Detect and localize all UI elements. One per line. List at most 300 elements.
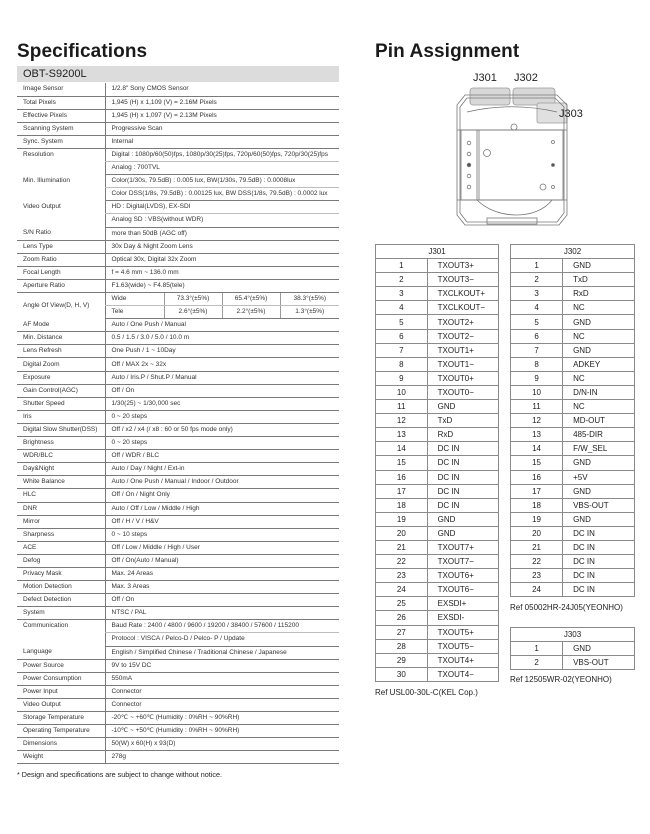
spec-label: Operating Temperature	[17, 725, 105, 738]
spec-label: Communication	[23, 622, 69, 630]
pin-row	[376, 259, 499, 273]
pin-signal: DC IN	[563, 526, 635, 540]
pin-signal: TXOUT3−	[427, 273, 498, 287]
pin-signal: DC IN	[563, 540, 635, 554]
j302-pin-table	[510, 244, 635, 597]
spec-value: f = 4.6 mm ~ 136.0 mm	[105, 266, 339, 279]
pin-signal: TXOUT7+	[427, 540, 498, 554]
pin-row	[376, 414, 499, 428]
spec-value: HD : Digital(LVDS), EX-SDI	[105, 201, 339, 214]
spec-row	[17, 358, 339, 371]
spec-row	[17, 476, 339, 489]
pin-number: 1	[511, 259, 563, 273]
pin-row	[511, 371, 635, 385]
pin-number: 6	[511, 329, 563, 343]
spec-label: Defect Detection	[17, 594, 105, 607]
pin-row	[511, 583, 635, 597]
spec-row	[17, 659, 339, 672]
pin-number: 4	[376, 301, 428, 315]
spec-label: Zoom Ratio	[17, 253, 105, 266]
spec-value: Color DSS(1/8s, 79.5dB) : 0.00125 lux, BW DSS(1/8s, 79.5dB) : 0.0002 lux	[105, 188, 339, 201]
spec-value: 0.5 / 1.5 / 3.0 / 5.0 / 10.0 m	[105, 332, 339, 345]
disclaimer-note: * Design and specifications are subject to change without notice.	[17, 770, 222, 780]
pin-signal: TXOUT0+	[427, 371, 498, 385]
spec-row	[17, 279, 339, 292]
pin-number: 14	[376, 442, 428, 456]
pin-number: 2	[376, 273, 428, 287]
pin-signal: GND	[563, 315, 635, 329]
aov-h: 65.4°(±5%)	[222, 293, 280, 306]
pin-number: 7	[376, 343, 428, 357]
spec-label: ACE	[17, 541, 105, 554]
pin-row	[376, 400, 499, 414]
pin-signal: RxD	[427, 428, 498, 442]
pin-row	[511, 569, 635, 583]
spec-row	[17, 240, 339, 253]
pin-row	[376, 653, 499, 667]
j303-reference: Ref 12505WR-02(YEONHO)	[510, 675, 612, 684]
spec-label: Sync. System	[17, 135, 105, 148]
pin-signal: GND	[427, 400, 498, 414]
spec-label: Shutter Speed	[17, 397, 105, 410]
pin-row	[511, 442, 635, 456]
pin-signal: TXOUT1−	[427, 357, 498, 371]
spec-value: Internal	[105, 135, 339, 148]
pin-signal: TXOUT1+	[427, 343, 498, 357]
spec-row	[17, 423, 339, 436]
pin-number: 18	[376, 498, 428, 512]
spec-value: Baud Rate : 2400 / 4800 / 9600 / 19200 / 38400 / 57600 / 115200	[105, 620, 339, 633]
pin-signal: DC IN	[427, 484, 498, 498]
spec-label: Aperture Ratio	[17, 279, 105, 292]
pin-number: 12	[511, 414, 563, 428]
j302-reference: Ref 05002HR-24J05(YEONHO)	[510, 603, 623, 612]
spec-value: 0 ~ 20 steps	[105, 437, 339, 450]
pin-row	[511, 555, 635, 569]
pin-row	[376, 287, 499, 301]
pin-signal: NC	[563, 329, 635, 343]
pin-row	[376, 385, 499, 399]
spec-label: Scanning System	[17, 122, 105, 135]
j301-drawing-label: J301	[473, 72, 497, 84]
spec-value: 550mA	[105, 672, 339, 685]
pin-signal: DC IN	[427, 470, 498, 484]
pin-signal: GND	[427, 512, 498, 526]
spec-value: English / Simplified Chinese / Traditional Chinese / Japanese	[105, 646, 339, 659]
spec-value: Auto / Off / Low / Middle / High	[105, 502, 339, 515]
spec-row	[17, 384, 339, 397]
pin-row	[376, 343, 499, 357]
pin-signal: D/N-IN	[563, 385, 635, 399]
pin-number: 16	[376, 470, 428, 484]
pin-signal: NC	[563, 400, 635, 414]
pin-number: 10	[376, 385, 428, 399]
pin-number: 16	[511, 470, 563, 484]
spec-value: more than 50dB (AGC off)	[105, 227, 339, 240]
pin-signal: NC	[563, 301, 635, 315]
specifications-table	[17, 83, 339, 764]
pin-number: 11	[511, 400, 563, 414]
pin-row	[376, 526, 499, 540]
pin-signal: +5V	[563, 470, 635, 484]
pin-number: 6	[376, 329, 428, 343]
spec-value: Auto / Iris.P / Shut.P / Manual	[105, 371, 339, 384]
pin-signal: GND	[563, 642, 635, 656]
pin-number: 11	[376, 400, 428, 414]
pin-number: 29	[376, 653, 428, 667]
pin-number: 18	[511, 498, 563, 512]
aov-h: 2.2°(±5%)	[222, 306, 280, 319]
j303-header: J303	[511, 628, 635, 642]
spec-label: Motion Detection	[17, 581, 105, 594]
pin-row	[511, 526, 635, 540]
pin-number: 14	[511, 442, 563, 456]
spec-label: DNR	[17, 502, 105, 515]
pin-number: 9	[511, 371, 563, 385]
spec-row	[17, 293, 339, 306]
spec-value: Off / On / Night Only	[105, 489, 339, 502]
pin-signal: GND	[427, 526, 498, 540]
spec-value: Off / WDR / BLC	[105, 450, 339, 463]
pin-number: 13	[511, 428, 563, 442]
pin-row	[376, 371, 499, 385]
spec-label: System	[17, 607, 105, 620]
spec-label: HLC	[17, 489, 105, 502]
spec-row	[17, 135, 339, 148]
aov-mode: Wide	[105, 293, 164, 306]
pin-row	[376, 555, 499, 569]
spec-label: Digital Zoom	[17, 358, 105, 371]
pin-signal: 485-DIR	[563, 428, 635, 442]
j302-drawing-label: J302	[514, 72, 538, 84]
spec-value: Analog SD : VBS(without WDR)	[105, 214, 339, 227]
pin-row	[511, 301, 635, 315]
j303-drawing-label: J303	[559, 108, 583, 120]
pin-signal: NC	[563, 371, 635, 385]
pin-number: 3	[376, 287, 428, 301]
spec-row	[17, 672, 339, 685]
spec-row	[17, 502, 339, 515]
pin-row	[511, 456, 635, 470]
spec-value: Off / x2 / x4 (/ x8 : 60 or 50 fps mode only)	[105, 423, 339, 436]
spec-label: Dimensions	[17, 738, 105, 751]
spec-row	[17, 109, 339, 122]
spec-row	[17, 554, 339, 567]
camera-module-diagram-icon	[447, 70, 637, 230]
spec-row	[17, 515, 339, 528]
spec-label: Power Source	[17, 659, 105, 672]
pin-number: 28	[376, 639, 428, 653]
pin-signal: DC IN	[563, 569, 635, 583]
pin-number: 12	[376, 414, 428, 428]
spec-row	[17, 175, 339, 188]
pin-signal: RxD	[563, 287, 635, 301]
pin-signal: MD-OUT	[563, 414, 635, 428]
spec-label: Min. Illumination	[23, 176, 70, 184]
spec-label: S/N Ratio	[17, 227, 105, 240]
pin-signal: TXCLKOUT+	[427, 287, 498, 301]
pin-signal: TXOUT0−	[427, 385, 498, 399]
spec-label: Min. Distance	[17, 332, 105, 345]
spec-row	[17, 698, 339, 711]
spec-value: F1.63(wide) ~ F4.85(tele)	[105, 279, 339, 292]
pin-signal: VBS-OUT	[563, 498, 635, 512]
pin-signal: TXOUT5+	[427, 625, 498, 639]
spec-value: 1,945 (H) x 1,109 (V) = 2.16M Pixels	[105, 96, 339, 109]
spec-row	[17, 607, 339, 620]
spec-label: Lens Refresh	[17, 345, 105, 358]
pin-number: 20	[376, 526, 428, 540]
spec-value: 278g	[105, 751, 339, 764]
spec-row	[17, 253, 339, 266]
spec-value: Off / MAX 2x ~ 32x	[105, 358, 339, 371]
pin-signal: TxD	[563, 273, 635, 287]
spec-label: Digital Slow Shutter(DSS)	[17, 423, 105, 436]
spec-label: AF Mode	[17, 319, 105, 332]
spec-row	[17, 450, 339, 463]
aov-d: 73.3°(±5%)	[164, 293, 222, 306]
pin-signal: TXOUT7−	[427, 555, 498, 569]
pin-row	[376, 428, 499, 442]
spec-label: Defog	[17, 554, 105, 567]
pin-number: 22	[511, 555, 563, 569]
pin-number: 27	[376, 625, 428, 639]
pin-signal: TXOUT6+	[427, 569, 498, 583]
spec-row	[17, 528, 339, 541]
pin-row	[511, 287, 635, 301]
pin-row	[376, 484, 499, 498]
pin-signal: DC IN	[563, 555, 635, 569]
spec-value: 9V to 15V DC	[105, 659, 339, 672]
spec-value: 0 ~ 10 steps	[105, 528, 339, 541]
model-name: OBT-S9200L	[17, 66, 339, 82]
pin-number: 25	[376, 597, 428, 611]
spec-value: Off / Low / Middle / High / User	[105, 541, 339, 554]
aov-v: 1.3°(±5%)	[280, 306, 339, 319]
spec-value: Connector	[105, 698, 339, 711]
spec-label: Brightness	[17, 437, 105, 450]
spec-value: Protocol : VISCA / Pelco-D / Pelco- P / Update	[105, 633, 339, 646]
pin-signal: GND	[563, 259, 635, 273]
pin-number: 10	[511, 385, 563, 399]
pin-row	[511, 400, 635, 414]
pin-signal: F/W_SEL	[563, 442, 635, 456]
pin-row	[511, 357, 635, 371]
pin-signal: GND	[563, 456, 635, 470]
pin-row	[376, 273, 499, 287]
pin-row	[511, 259, 635, 273]
spec-label: Sharpness	[17, 528, 105, 541]
spec-value: Digital : 1080p/60(50)fps, 1080p/30(25)fps, 720p/60(50)fps, 720p/30(25)fps	[105, 148, 339, 161]
j301-header: J301	[376, 245, 499, 259]
pin-signal: GND	[563, 512, 635, 526]
spec-row	[17, 437, 339, 450]
pin-number: 20	[511, 526, 563, 540]
pin-number: 7	[511, 343, 563, 357]
pin-row	[376, 569, 499, 583]
pin-signal: TxD	[427, 414, 498, 428]
pin-row	[376, 540, 499, 554]
spec-label: Video Output	[23, 202, 61, 210]
spec-value: Off / On	[105, 594, 339, 607]
spec-value: Max. 24 Areas	[105, 567, 339, 580]
pin-row	[376, 315, 499, 329]
pin-row	[376, 357, 499, 371]
spec-label: WDR/BLC	[17, 450, 105, 463]
specifications-section	[17, 66, 339, 779]
spec-value: Optical 30x, Digital 32x Zoom	[105, 253, 339, 266]
spec-row	[17, 567, 339, 580]
spec-row	[17, 227, 339, 240]
spec-label: Video Output	[17, 698, 105, 711]
spec-label: Total Pixels	[17, 96, 105, 109]
pin-number: 2	[511, 656, 563, 670]
pin-row	[511, 414, 635, 428]
pin-row	[511, 315, 635, 329]
spec-value: 50(W) x 60(H) x 93(D)	[105, 738, 339, 751]
spec-row	[17, 83, 339, 96]
pin-row	[376, 583, 499, 597]
spec-value: Color(1/30s, 79.5dB) : 0.005 lux, BW(1/30s, 79.5dB) : 0.0008lux	[105, 175, 339, 188]
pin-signal: TXOUT5−	[427, 639, 498, 653]
pin-row	[511, 656, 635, 670]
spec-value: Off / On(Auto / Manual)	[105, 554, 339, 567]
pin-number: 19	[376, 512, 428, 526]
pin-row	[376, 597, 499, 611]
specifications-title: Specifications	[17, 41, 148, 62]
pin-number: 3	[511, 287, 563, 301]
spec-label: Exposure	[17, 371, 105, 384]
spec-label: Angle Of View(D, H, V)	[23, 301, 90, 309]
spec-label: Focal Length	[17, 266, 105, 279]
pin-number: 15	[376, 456, 428, 470]
j302-header: J302	[511, 245, 635, 259]
pin-row	[511, 512, 635, 526]
spec-label: Power Consumption	[17, 672, 105, 685]
pin-number: 2	[511, 273, 563, 287]
spec-label: Lens Type	[17, 240, 105, 253]
spec-value: Progressive Scan	[105, 122, 339, 135]
spec-value: Auto / One Push / Manual / Indoor / Outdoor	[105, 476, 339, 489]
spec-value: 1,945 (H) x 1,097 (V) = 2.13M Pixels	[105, 109, 339, 122]
pin-row	[511, 484, 635, 498]
spec-value: 30x Day & Night Zoom Lens	[105, 240, 339, 253]
pin-number: 30	[376, 667, 428, 681]
spec-label: Effective Pixels	[17, 109, 105, 122]
pin-row	[511, 385, 635, 399]
pin-number: 17	[511, 484, 563, 498]
pin-row	[511, 343, 635, 357]
pin-row	[376, 442, 499, 456]
pin-row	[376, 512, 499, 526]
pin-row	[376, 498, 499, 512]
pin-row	[376, 329, 499, 343]
spec-row	[17, 148, 339, 161]
pin-signal: ADKEY	[563, 357, 635, 371]
pin-signal: TXCLKOUT−	[427, 301, 498, 315]
spec-row	[17, 620, 339, 633]
pin-number: 5	[376, 315, 428, 329]
pin-signal: DC IN	[427, 456, 498, 470]
aov-v: 38.3°(±5%)	[280, 293, 339, 306]
spec-row	[17, 725, 339, 738]
spec-value: Off / On	[105, 384, 339, 397]
spec-label: Gain Control(AGC)	[17, 384, 105, 397]
pin-assignment-title: Pin Assignment	[375, 41, 520, 62]
pin-signal: TXOUT4−	[427, 667, 498, 681]
pin-row	[511, 540, 635, 554]
spec-value: One Push / 1 ~ 10Day	[105, 345, 339, 358]
pin-row	[511, 642, 635, 656]
pin-signal: TXOUT3+	[427, 259, 498, 273]
pin-number: 24	[511, 583, 563, 597]
pin-number: 17	[376, 484, 428, 498]
pin-signal: GND	[563, 343, 635, 357]
spec-row	[17, 685, 339, 698]
j301-reference: Ref USL00-30L-C(KEL Cop.)	[375, 688, 478, 697]
pin-signal: EXSDI+	[427, 597, 498, 611]
spec-label: Iris	[17, 410, 105, 423]
pin-signal: EXSDI-	[427, 611, 498, 625]
spec-row	[17, 463, 339, 476]
spec-row	[17, 122, 339, 135]
spec-value: 1/2.8" Sony CMOS Sensor	[105, 83, 339, 96]
spec-row	[17, 594, 339, 607]
pin-number: 13	[376, 428, 428, 442]
pin-number: 5	[511, 315, 563, 329]
pin-signal: DC IN	[427, 498, 498, 512]
pin-number: 8	[376, 357, 428, 371]
spec-row	[17, 489, 339, 502]
spec-label: Privacy Mask	[17, 567, 105, 580]
pin-row	[376, 456, 499, 470]
pin-signal: TXOUT4+	[427, 653, 498, 667]
pin-number: 23	[376, 569, 428, 583]
pin-signal: VBS-OUT	[563, 656, 635, 670]
pin-row	[511, 428, 635, 442]
spec-row	[17, 410, 339, 423]
pin-signal: GND	[563, 484, 635, 498]
spec-row	[17, 201, 339, 214]
pin-number: 21	[376, 540, 428, 554]
spec-row	[17, 581, 339, 594]
pin-number: 23	[511, 569, 563, 583]
spec-row	[17, 332, 339, 345]
spec-value: 1/30(25) ~ 1/30,000 sec	[105, 397, 339, 410]
pin-row	[376, 611, 499, 625]
spec-row	[17, 751, 339, 764]
spec-row	[17, 266, 339, 279]
spec-value: Off / H / V / H&V	[105, 515, 339, 528]
pin-number: 26	[376, 611, 428, 625]
spec-label: Image Sensor	[17, 83, 105, 96]
spec-value: Auto / One Push / Manual	[105, 319, 339, 332]
spec-row	[17, 646, 339, 659]
pin-number: 22	[376, 555, 428, 569]
pin-signal: TXOUT6−	[427, 583, 498, 597]
spec-row	[17, 345, 339, 358]
spec-label: Weight	[17, 751, 105, 764]
spec-row	[17, 738, 339, 751]
spec-label: Power Input	[17, 685, 105, 698]
pin-number: 21	[511, 540, 563, 554]
pin-row	[376, 625, 499, 639]
spec-label: Resolution	[23, 150, 54, 158]
pin-signal: DC IN	[427, 442, 498, 456]
pin-row	[511, 498, 635, 512]
spec-value: NTSC / PAL	[105, 607, 339, 620]
spec-value: -20℃ ~ +60℃ (Humidity : 0%RH ~ 90%RH)	[105, 712, 339, 725]
